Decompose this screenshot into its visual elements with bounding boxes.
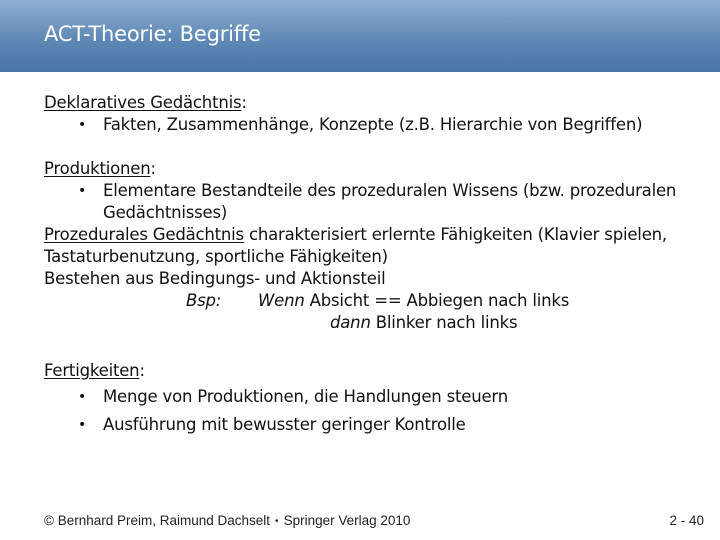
keyword-wenn: Wenn	[258, 291, 305, 310]
spacer	[44, 136, 684, 158]
section-produktionen-heading	[44, 158, 684, 180]
paragraph-text: charakterisiert erlernte Fähigkeiten (Klavier spielen, Tastaturbenutzung, sportliche Fähigkeiten)	[44, 225, 667, 266]
bullet-text: Elementare Bestandteile des prozeduralen Wissens (bzw. prozeduralen Gedächtnisses)	[103, 181, 677, 222]
slide-title: ACT-Theorie: Begriffe	[44, 22, 261, 46]
condition-text: Absicht == Abbiegen nach links	[304, 291, 570, 310]
bullet-text: Menge von Produktionen, die Handlungen steuern	[103, 387, 508, 406]
bullet-item	[44, 386, 684, 408]
page-number: 2 - 40	[669, 513, 704, 528]
bullet-item	[44, 180, 684, 224]
example-line-1	[44, 290, 684, 312]
term-fertigkeiten: Fertigkeiten	[44, 361, 140, 380]
term-prozedurales-gedaechtnis: Prozedurales Gedächtnis	[44, 225, 244, 244]
example-condition	[258, 290, 569, 312]
section-fertigkeiten-heading	[44, 360, 684, 382]
bullet-text: Fakten, Zusammenhänge, Konzepte (z.B. Hierarchie von Begriffen)	[103, 115, 643, 134]
keyword-dann: dann	[330, 313, 371, 332]
paragraph-bedingungs-aktionsteil: Bestehen aus Bedingungs- und Aktionsteil	[44, 269, 386, 288]
example-label: Bsp:	[186, 291, 222, 310]
bullet-text: Ausführung mit bewusster geringer Kontrolle	[103, 415, 466, 434]
bullet-icon: •	[78, 417, 87, 433]
spacer	[44, 334, 684, 356]
example-action	[330, 312, 517, 334]
title-bar	[0, 0, 720, 72]
footer-authors: © Bernhard Preim, Raimund Dachselt	[44, 513, 271, 528]
footer-publisher: Springer Verlag 2010	[283, 513, 411, 528]
slide-body	[44, 92, 684, 436]
term-deklaratives-gedaechtnis: Deklaratives Gedächtnis	[44, 93, 242, 112]
action-text: Blinker nach links	[370, 313, 518, 332]
section-deklarativ-heading	[44, 92, 684, 114]
footer-credits	[44, 513, 410, 528]
bullet-icon: •	[78, 117, 87, 133]
example-line-2	[44, 312, 684, 334]
paragraph-prozedurales-gedaechtnis	[44, 224, 684, 268]
heading-colon: :	[139, 361, 145, 380]
bullet-item	[44, 114, 684, 136]
heading-colon: :	[150, 159, 156, 178]
bullet-icon: •	[78, 389, 87, 405]
bullet-item	[44, 414, 684, 436]
bullet-icon: •	[78, 183, 87, 199]
term-produktionen: Produktionen	[44, 159, 151, 178]
footer-separator: •	[275, 516, 279, 527]
heading-colon: :	[241, 93, 247, 112]
